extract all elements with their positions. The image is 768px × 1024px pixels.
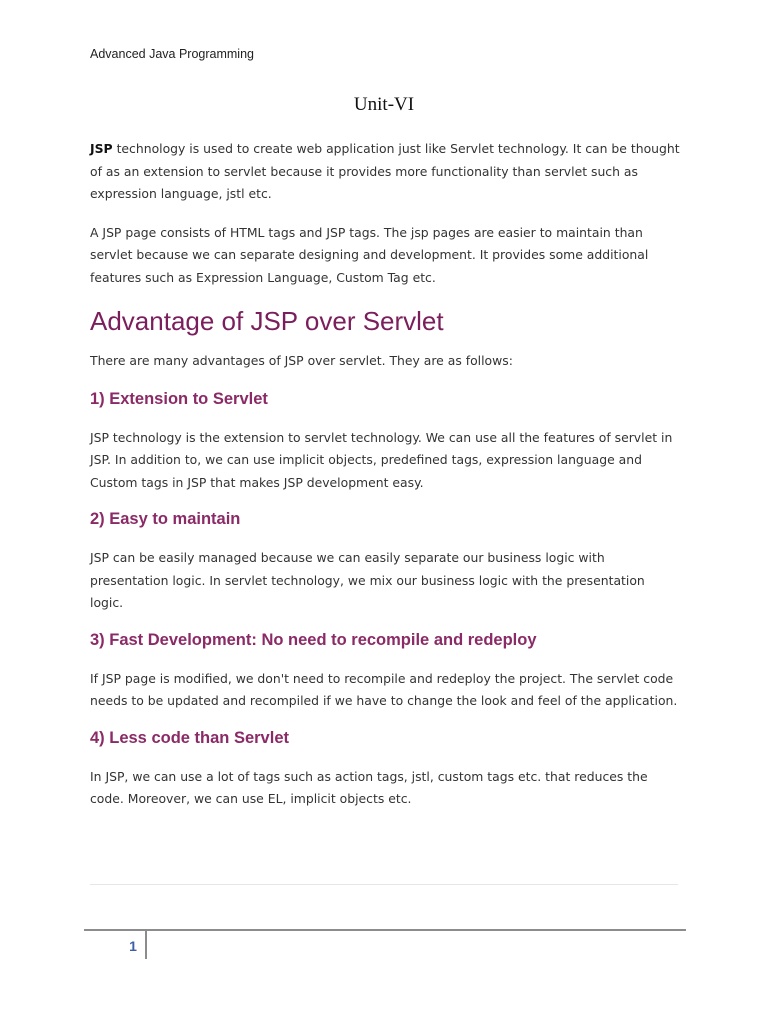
footer-rule [84, 929, 686, 931]
section-heading: Advantage of JSP over Servlet [90, 306, 444, 336]
intro-paragraph-1-text: technology is used to create web application just like Servlet technology. It can be thought of as an extension to servlet because it provides more functionality than servlet such as expression language, jstl etc. [90, 141, 680, 201]
advantage-3-heading: 3) Fast Development: No need to recompile and redeploy [90, 630, 537, 649]
advantage-4-heading: 4) Less code than Servlet [90, 728, 289, 747]
running-header: Advanced Java Programming [90, 47, 254, 61]
jsp-bold-term: JSP [90, 141, 113, 156]
advantage-4-text: In JSP, we can use a lot of tags such as action tags, jstl, custom tags etc. that reduces the code. Moreover, we can use EL, implicit objects etc. [90, 768, 648, 806]
advantage-3-text: If JSP page is modified, we don't need to recompile and redeploy the project. The servlet code needs to be updated and recompiled if we have to change the look and feel of the application. [90, 670, 678, 708]
advantage-1-heading: 1) Extension to Servlet [90, 389, 268, 408]
section-intro: There are many advantages of JSP over servlet. They are as follows: [90, 353, 513, 368]
content-divider [90, 884, 678, 885]
advantage-1-text: JSP technology is the extension to servlet technology. We can use all the features of servlet in JSP. In addition to, we can use implicit objects, predefined tags, expression language and Custom tags in JSP that makes JSP development easy. [90, 429, 673, 490]
advantage-2-heading: 2) Easy to maintain [90, 510, 241, 528]
unit-title: Unit-VI [353, 94, 415, 115]
footer-page-separator [145, 929, 147, 959]
page-number: 1 [129, 938, 137, 954]
content-body [90, 138, 680, 811]
intro-paragraph-1 [90, 138, 680, 206]
advantage-2-text: JSP can be easily managed because we can easily separate our business logic with presentation logic. In servlet technology, we mix our business logic with the presentation logic. [90, 550, 645, 610]
intro-paragraph-2: A JSP page consists of HTML tags and JSP tags. The jsp pages are easier to maintain than servlet because we can separate designing and development. It provides some additional features such as Expression Language, Custom Tag etc. [90, 224, 649, 285]
